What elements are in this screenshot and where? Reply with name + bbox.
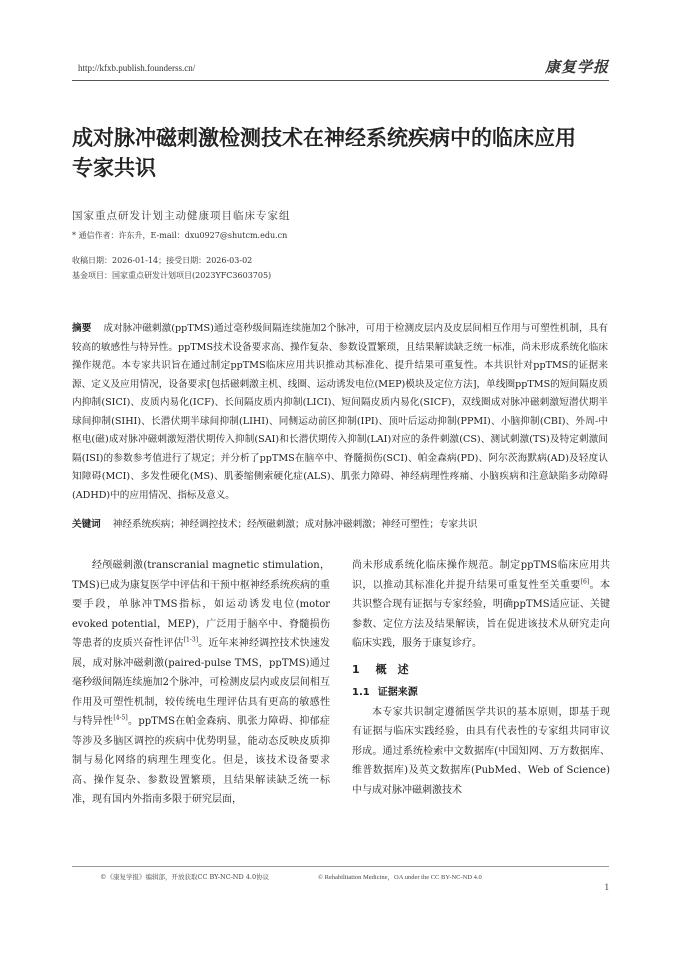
evidence-paragraph: 本专家共识制定遵循医学共识的基本原则，即基于现有证据与临床实践经验，由具有代表性的专家组共同审议形成。通过系统检索中文数据库(中国知网、万方数据库、维普数据库)及英文数据库(PubMed、Web of Science)中与成对脉冲磁刺激技术 (352, 706, 610, 796)
funding-info: 基金项目：国家重点研发计划项目(2023YFC3603705) (72, 271, 272, 280)
corresponding-author: * 通信作者：许东升，E-mail：dxu0927@shutcm.edu.cn (72, 231, 288, 240)
body-column-left (72, 556, 330, 810)
author-group: 国家重点研发计划主动健康项目临床专家组 (72, 210, 291, 222)
keywords-label: 关键词 (72, 519, 101, 530)
footer-license-cn: ©《康复学报》编辑部，开放获取CC BY-NC-ND 4.0协议 (100, 873, 270, 881)
journal-logo: 康复学报 (544, 58, 609, 76)
citation: [1-3] (183, 636, 199, 644)
keywords-text: 神经系统疾病；神经调控技术；经颅磁刺激；成对脉冲磁刺激；神经可塑性；专家共识 (112, 519, 478, 530)
intro-paragraph: 经颅磁刺激(transcranial magnetic stimulation，TMS)已成为康复医学中评估和干预中枢神经系统疾病的重要手段，单脉冲TMS指标，如运动诱发电位(motor evoked potential，MEP)，广泛用于脑卒中、脊髓损伤等患者的皮质兴奋性评估[1-3]。近年来神经调控技术快速发展，成对脉冲磁刺激(paired-pulse TMS，ppTMS)通过毫秒级间隔连续施加2个脉冲，可检测皮层内或皮层间相互作用及可塑性机制，较传统电生理评估具有更高的敏感性与特异性[4-5]。ppTMS在帕金森病、肌张力障碍、抑郁症等涉及多脑区调控的疾病中优势明显，能动态反映皮质抑制与易化网络的病理生理变化。但是，该技术设备要求高、操作复杂、参数设置繁琐，且结果解读缺乏统一标准，现有国内外指南多限于研究层面， (72, 560, 331, 805)
footer-license-en: © Rehabilitation Medicine，OA under the CC BY-NC-ND 4.0 (318, 874, 482, 881)
article-dates: 收稿日期：2026-01-14；接受日期：2026-03-02 (72, 256, 253, 265)
keywords (72, 516, 608, 530)
abstract (72, 320, 608, 505)
intro-paragraph-continued: 尚未形成系统化临床操作规范。制定ppTMS临床应用共识，以推动其标准化并提升结果可重复性至关重要[6]。本共识整合现有证据与专家经验，明确ppTMS适应证、关键参数、定位方法及结果解读，旨在促进该技术从研究走向临床实践，服务于康复诊疗。 (352, 560, 611, 649)
abstract-label: 摘要 (72, 323, 92, 334)
section-heading-1: 1 概 述 (352, 662, 409, 676)
abstract-text: 成对脉冲磁刺激(ppTMS)通过毫秒级间隔连续施加2个脉冲，可用于检测皮层内及皮层间相互作用与可塑性机制，具有较高的敏感性与特异性。ppTMS技术设备要求高、操作复杂、参数设置繁琐，且结果解读缺乏统一标准，尚未形成系统化临床操作规范。本专家共识旨在通过制定ppTMS临床应用共识推动其标准化、提升结果可重复性。本共识针对ppTMS的证据来源、定义及应用情况，设备要求[包括磁刺激主机、线圈、运动诱发电位(MEP)模块及定位方法]，单线圈ppTMS的短间隔皮质内抑制(SICI)、皮质内易化(ICF)、长间隔皮质内抑制(LICI)、短间隔皮质内易化(SICF)，双线圈成对脉冲磁刺激短潜伏期半球间抑制(SIHI)、长潜伏期半球间抑制(LIHI)、同侧运动前区抑制(IPI)、顶叶后运动抑制(PPMI)、小脑抑制(CBI)、外周-中枢电(磁)成对脉冲磁刺激短潜伏期传入抑制(SAI)和长潜伏期传入抑制(LAI)对应的条件刺激(CS)、测试刺激(TS)及特定刺激间隔(ISI)的参数参考值进行了规定；并分析了ppTMS在脑卒中、脊髓损伤(SCI)、帕金森病(PD)、阿尔茨海默病(AD)及轻度认知障碍(MCI)、多发性硬化(MS)、肌萎缩侧索硬化症(ALS)、肌张力障碍、神经病理性疼痛、小脑疾病和注意缺陷多动障碍(ADHD)中的应用情况、指标及意义。 (72, 323, 609, 501)
header-url: http://kfxb.publish.founderss.cn/ (78, 63, 196, 73)
header-rule (72, 80, 609, 81)
citation: [4-5] (113, 714, 128, 722)
footer-rule (72, 866, 609, 867)
section-heading-1-1: 1.1 证据来源 (352, 687, 418, 698)
article-title: 成对脉冲磁刺激检测技术在神经系统疾病中的临床应用专家共识 (72, 126, 576, 180)
page-number: 1 (604, 882, 609, 892)
body-column-right (352, 556, 610, 800)
citation: [6] (580, 578, 590, 586)
